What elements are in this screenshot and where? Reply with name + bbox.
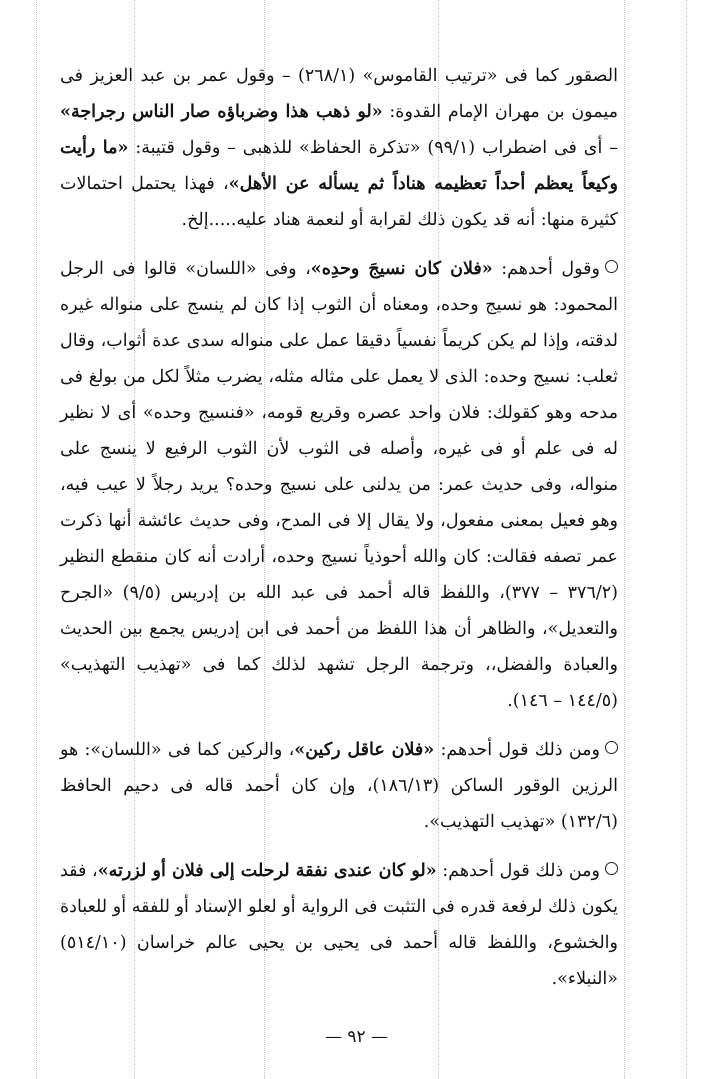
bold-quote: «لو كان عندى نفقة لرحلت إلى فلان أو لزرته» <box>97 861 437 881</box>
bold-quote: «فلان عاقل ركين» <box>294 740 435 760</box>
margin-guide <box>36 0 37 1079</box>
bold-quote: «لو ذهب هذا وضرباؤه صار الناس رجراجة» <box>60 102 383 122</box>
paragraph <box>60 853 618 997</box>
text-segment: ، فهذا يحتمل احتمالات كثيرة منها: أنه قد يكون ذلك لقرابة أو لنعمة هناد عليه.....إلخ. <box>60 174 618 230</box>
paragraph <box>60 58 618 238</box>
text-segment: ، والركين كما فى «اللسان»: هو الرزين الوقور الساكن (١٨٦/١٣)، وإن كان أحمد قاله فى دحيم الحافظ (١٣٢/٦) «تهذيب التهذيب». <box>60 740 618 832</box>
margin-guide <box>624 0 625 1079</box>
paragraph <box>60 251 618 719</box>
paragraph-marker-circle-icon <box>605 862 618 875</box>
bold-quote: «ما رأيت وكيعاً يعظم أحداً تعظيمه هناداً ثم يسأله عن الأهل» <box>60 138 619 194</box>
text-segment: الصقور كما فى «ترتيب القاموس» (٢٦٨/١) – وقول عمر بن عبد العزيز فى ميمون بن مهران الإمام القدوة: <box>60 66 618 122</box>
text-segment: وقول أحدهم: <box>492 259 600 279</box>
page-body <box>60 58 618 997</box>
text-segment: ، فقد يكون ذلك لرفعة قدره فى التثبت فى الرواية أو لعلو الإسناد أو للفقه أو للعبادة والخشوع، واللفظ قاله أحمد فى يحيى بن يحيى عالم خراسان (٥١٤/١٠) «النبلاء». <box>60 861 618 989</box>
text-segment: – أى فى اضطراب (٩٩/١) «تذكرة الحفاظ» للذهبى – وقول قتيبة: <box>128 138 619 158</box>
paragraph-marker-circle-icon <box>605 741 618 754</box>
margin-guide <box>686 0 687 1079</box>
page-footer <box>0 1027 713 1047</box>
paragraph-marker-circle-icon <box>605 260 618 273</box>
page-number: — ٩٢ — <box>324 1027 389 1047</box>
text-segment: ومن ذلك قول أحدهم: <box>436 861 601 881</box>
bold-quote: «فلان كان نسيجَ وحدِه» <box>310 259 493 279</box>
text-segment: ، وفى «اللسان» قالوا فى الرجل المحمود: هو نسيج وحده، ومعناه أن الثوب إذا كان لم ينسج على منواله غيره لدقته، وإذا لم يكن كريماً نفسياً دقيقا عمل على منواله سدى عدة أثواب، وقال ثعلب: نسيج وحده: الذى لا يعمل على مثاله مثله، يضرب مثلاً لكل من بولغ فى مدحه وهو كقولك: فلان واحد عصره وقريع قومه، «فنسيج وحده» أى لا نظير له فى علم أو فى غيره، وأصله فى الثوب لأن الثوب الرفيع لا ينسج على منواله، وفى حديث عمر: من يدلنى على نسيج وحده؟ يريد رجلاً لا عيب فيه، وهو فعيل بمعنى مفعول، ولا يقال إلا فى المدح، وفى حديث عائشة أنها ذكرت عمر تصفه فقالت: كان والله أحوذياً نسيج وحده، أرادت أنه كان منقطع النظير (٣٧٦/٢ – ٣٧٧)، واللفظ قاله أحمد فى عبد الله بن إدريس (٩/٥) «الجرح والتعديل»، والظاهر أن هذا اللفظ من أحمد فى ابن إدريس يجمع بين الحديث والعبادة والفضل،، وترجمة الرجل تشهد لذلك كما فى «تهذيب التهذيب» (١٤٤/٥ – ١٤٦). <box>60 259 618 711</box>
paragraph <box>60 732 618 840</box>
text-segment: ومن ذلك قول أحدهم: <box>434 740 601 760</box>
